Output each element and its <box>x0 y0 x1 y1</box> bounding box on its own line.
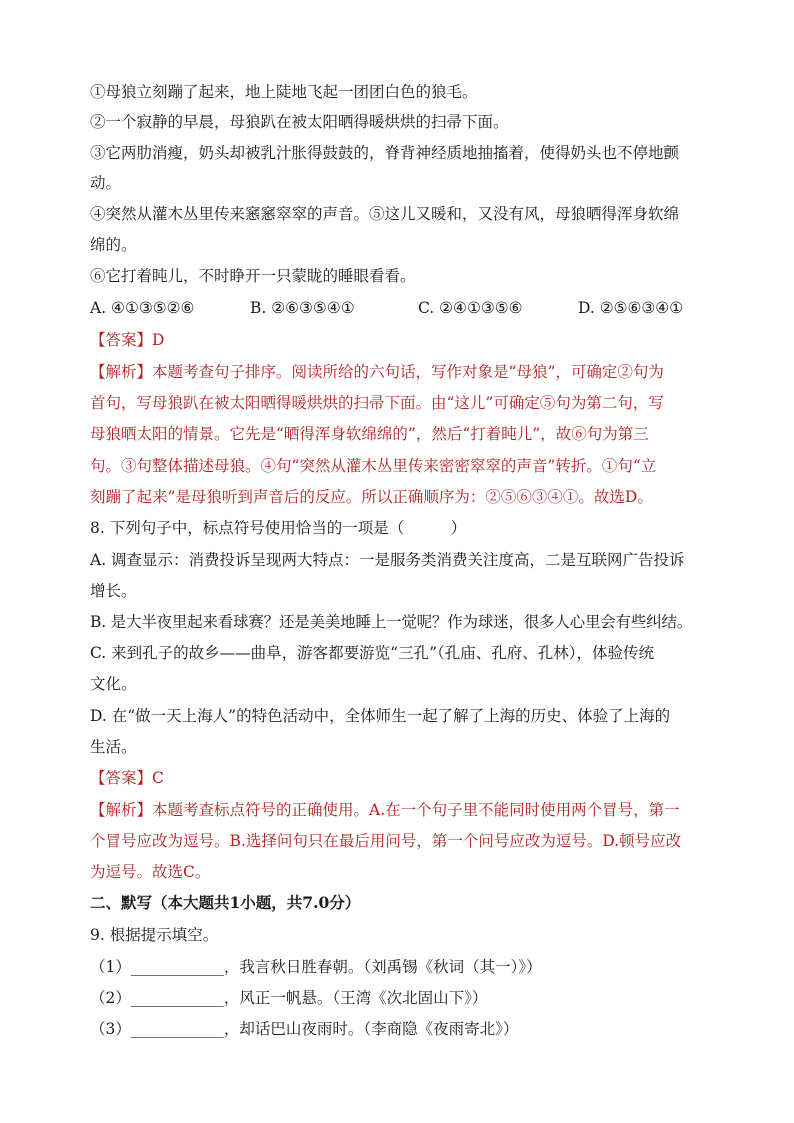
q7-option-b: B. ②⑥③⑤④① <box>250 299 355 317</box>
answer-value: D <box>152 331 165 349</box>
q7-analysis-line2: 首句，写母狼趴在被太阳晒得暖烘烘的扫帚下面。由“这儿”可确定⑤句为第二句，写 <box>90 394 664 412</box>
fill-item-2 <box>90 988 710 1008</box>
q8-option-d-line2: 生活。 <box>90 738 137 756</box>
q8-option-b: B. 是大半夜里起来看球赛？还是美美地睡上一觉呢？作为球迷，很多人心里会有些纠结。 <box>90 613 693 631</box>
sentence-2: ②一个寂静的早晨，母狼趴在被太阳晒得暖烘烘的扫帚下面。 <box>90 113 509 131</box>
analysis-text: 本题考查标点符号的正确使用。A.在一个句子里不能同时使用两个冒号，第一 <box>152 801 680 819</box>
q8-analysis-line1 <box>90 800 710 820</box>
q8-analysis-line2: 个冒号应改为逗号。B.选择问句只在最后用问号，第一个问号应改为逗号。D.顿号应改 <box>90 832 682 850</box>
fill-item-3 <box>90 1019 710 1039</box>
sentence-1: ①母狼立刻蹦了起来，地上陡地飞起一团团白色的狼毛。 <box>90 83 478 101</box>
q7-option-a: A. ④①③⑤②⑥ <box>90 299 195 317</box>
fill-item-number: （2） <box>90 989 131 1007</box>
section-heading: 二、默写（本大题共1小题，共7.0分） <box>90 893 361 912</box>
sentence-3-line1: ③它两肋消瘦，奶头却被乳汁胀得鼓鼓的，脊背神经质地抽搐着，使得奶头也不停地颤 <box>90 144 680 162</box>
sentence-4-line1: ④突然从灌木丛里传来窸窸窣窣的声音。⑤这儿又暖和，又没有风，母狼晒得浑身软绵 <box>90 205 680 223</box>
q7-analysis-line3: 母狼晒太阳的情景。它先是“晒得浑身软绵绵的”，然后“打着盹儿”，故⑥句为第三 <box>90 425 649 443</box>
q7-analysis-line4: 句。③句整体描述母狼。④句“突然从灌木丛里传来密密窣窣的声音”转折。①句“立 <box>90 457 657 475</box>
q8-option-a-line1: A. 调查显示：消费投诉呈现两大特点：一是服务类消费关注度高，二是互联网广告投诉 <box>90 551 685 569</box>
analysis-tag: 【解析】 <box>90 363 153 381</box>
analysis-tag: 【解析】 <box>90 801 153 819</box>
q7-answer <box>90 330 710 350</box>
q7-option-c: C. ②④①③⑤⑥ <box>418 299 523 317</box>
analysis-text: 本题考查句子排序。阅读所给的六句话，写作对象是“母狼”，可确定②句为 <box>152 363 664 381</box>
fill-item-text: ，风正一帆悬。（王湾《次北固山下》） <box>223 989 488 1007</box>
fill-blank[interactable]: ____________ <box>130 989 224 1007</box>
q7-analysis-line5: 刻蹦了起来”是母狼听到声音后的反应。所以正确顺序为：②⑤⑥③④①。故选D。 <box>90 488 653 506</box>
sentence-3-line2: 动。 <box>90 174 122 192</box>
answer-tag: 【答案】 <box>90 769 153 787</box>
sentence-6: ⑥它打着盹儿，不时睁开一只蒙眬的睡眼看看。 <box>90 267 416 285</box>
q8-stem: 8. 下列句子中，标点符号使用恰当的一项是（ ） <box>90 519 467 537</box>
answer-value: C <box>152 769 164 787</box>
fill-blank[interactable]: ____________ <box>130 958 224 976</box>
fill-item-text: ，我言秋日胜春朝。（刘禹锡《秋词（其一）》） <box>223 958 542 976</box>
q7-option-d: D. ②⑤⑥③④① <box>578 299 684 317</box>
q8-analysis-line3: 为逗号。故选C。 <box>90 863 211 881</box>
fill-item-number: （3） <box>90 1020 131 1038</box>
q8-answer <box>90 768 710 788</box>
fill-item-text: ，却话巴山夜雨时。（李商隐《夜雨寄北》） <box>223 1020 519 1038</box>
answer-tag: 【答案】 <box>90 331 153 349</box>
q7-analysis-line1 <box>90 362 710 382</box>
q9-stem: 9. 根据提示填空。 <box>90 926 219 944</box>
fill-blank[interactable]: ____________ <box>130 1020 224 1038</box>
fill-item-number: （1） <box>90 958 131 976</box>
fill-item-1 <box>90 957 710 977</box>
sentence-4-line2: 绵的。 <box>90 236 137 254</box>
q8-option-d-line1: D. 在“做一天上海人”的特色活动中，全体师生一起了解了上海的历史、体验了上海的 <box>90 707 671 725</box>
q8-option-c-line2: 文化。 <box>90 675 137 693</box>
q8-option-c-line1: C. 来到孔子的故乡——曲阜，游客都要游览“三孔”（孔庙、孔府、孔林），体验传统 <box>90 644 655 662</box>
q8-option-a-line2: 增长。 <box>90 582 137 600</box>
